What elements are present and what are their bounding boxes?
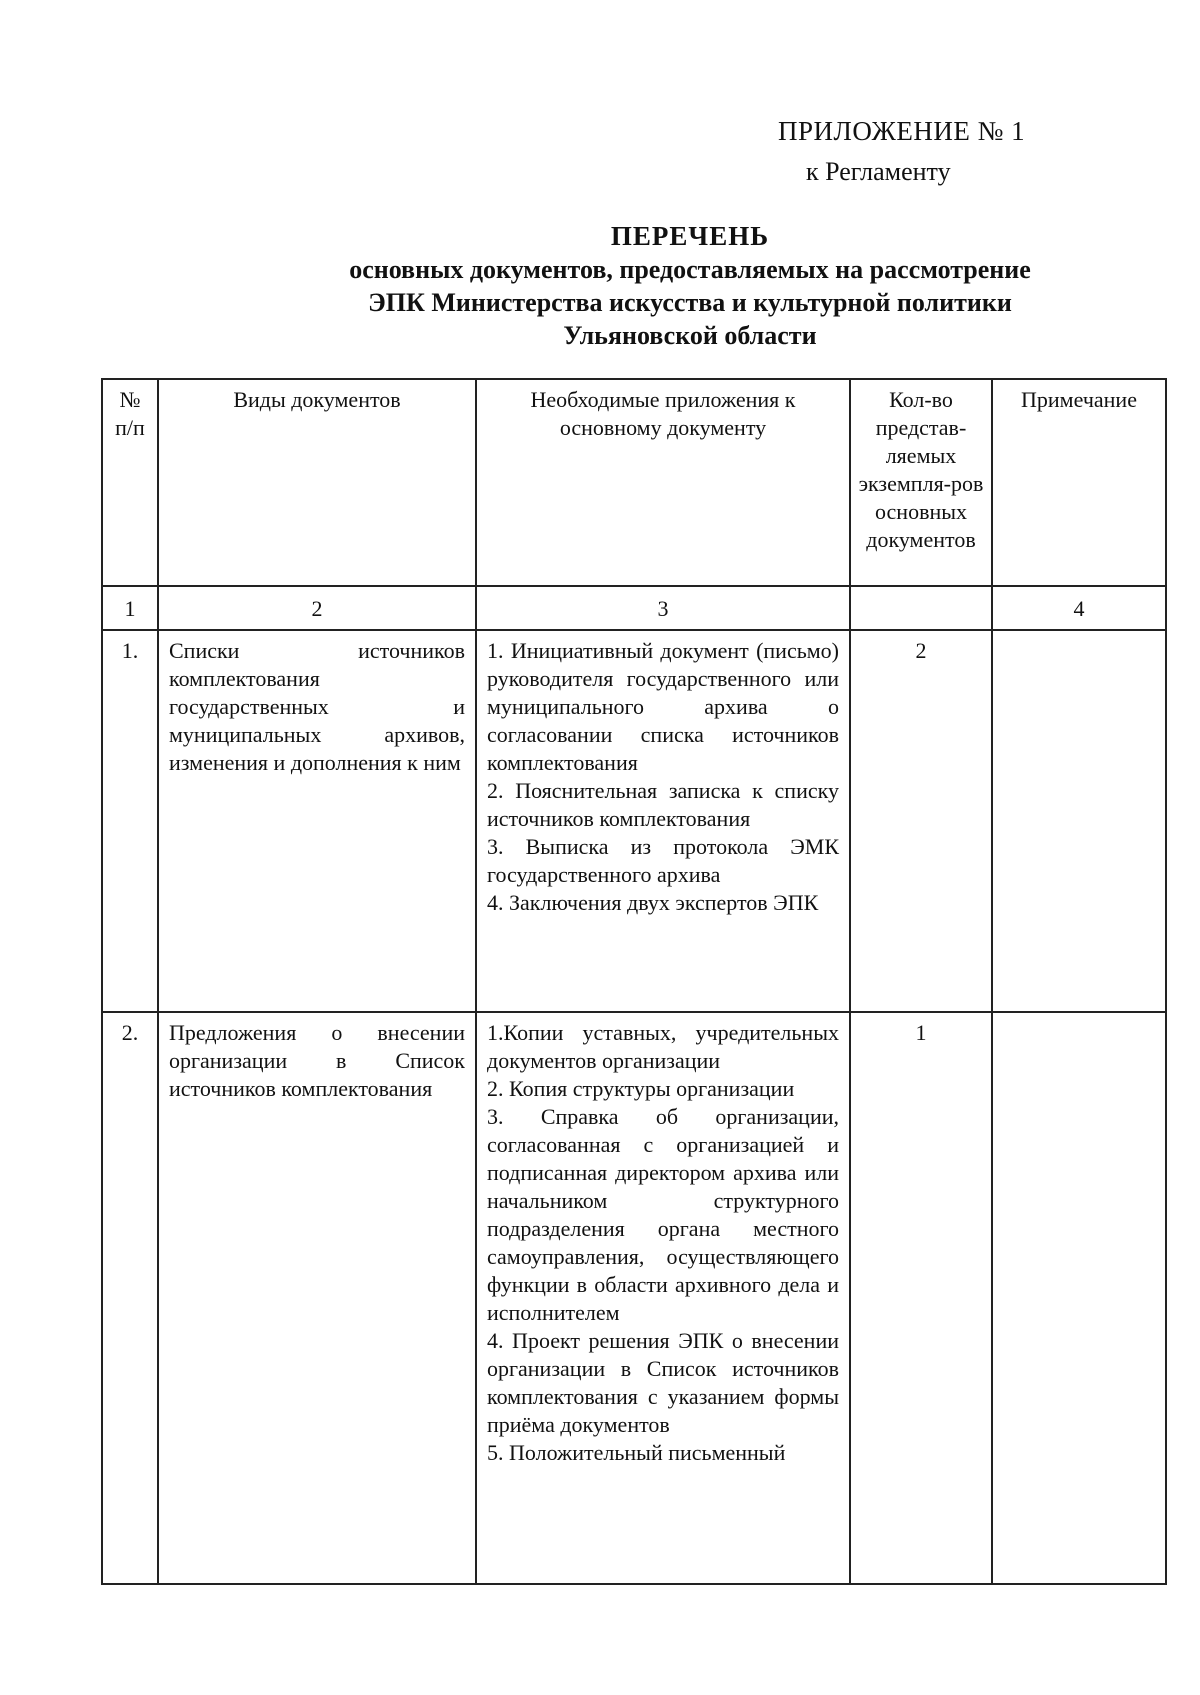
row-count: 2 <box>850 630 992 1012</box>
attachment-item: 4. Заключения двух экспертов ЭПК <box>487 890 819 915</box>
header-types: Виды документов <box>158 379 476 586</box>
column-number: 4 <box>992 586 1166 630</box>
appendix-subtitle: к Регламенту <box>806 157 951 186</box>
document-heading <box>290 220 1090 352</box>
attachment-item: 5. Положительный письменный <box>487 1440 786 1465</box>
attachment-item: 1.Копии уставных, учредительных документов организации <box>487 1020 839 1073</box>
row-note <box>992 630 1166 1012</box>
row-num: 2. <box>102 1012 158 1584</box>
table-row <box>102 1012 1166 1584</box>
column-number: 1 <box>102 586 158 630</box>
heading-line-2: ЭПК Министерства искусства и культурной политики <box>368 288 1012 317</box>
column-number <box>850 586 992 630</box>
column-number: 3 <box>476 586 850 630</box>
appendix-title: ПРИЛОЖЕНИЕ № 1 <box>778 116 1026 146</box>
row-count: 1 <box>850 1012 992 1584</box>
attachment-item: 3. Справка об организации, согласованная с организацией и подписанная директором архива или начальником структурного подразделения органа местного самоуправления, осуществляющего функции в области архивного дела и исполнителем <box>487 1104 839 1325</box>
documents-table <box>101 378 1167 1585</box>
header-num: № п/п <box>102 379 158 586</box>
attachment-item: 2. Пояснительная записка к списку источников комплектования <box>487 778 839 831</box>
column-numbers-row <box>102 586 1166 630</box>
attachment-item: 2. Копия структуры организации <box>487 1076 795 1101</box>
row-attachments <box>476 630 850 1012</box>
table-row <box>102 630 1166 1012</box>
header-attachments: Необходимые приложения к основному документу <box>476 379 850 586</box>
attachment-item: 3. Выписка из протокола ЭМК государственного архива <box>487 834 839 887</box>
row-type: Списки источников комплектования государственных и муниципальных архивов, изменения и дополнения к ним <box>158 630 476 1012</box>
row-type: Предложения о внесении организации в Список источников комплектования <box>158 1012 476 1584</box>
row-note <box>992 1012 1166 1584</box>
heading-line-1: основных документов, предоставляемых на рассмотрение <box>349 255 1031 284</box>
row-num: 1. <box>102 630 158 1012</box>
attachment-item: 1. Инициативный документ (письмо) руководителя государственного или муниципального архива о согласовании списка источников комплектования <box>487 638 839 775</box>
table-header-row <box>102 379 1166 586</box>
heading-line-3: Ульяновской области <box>563 321 817 350</box>
header-count: Кол-во представ-ляемых экземпля-ров основных документов <box>850 379 992 586</box>
header-notes: Примечание <box>992 379 1166 586</box>
row-attachments <box>476 1012 850 1584</box>
heading-main: ПЕРЕЧЕНЬ <box>610 221 770 251</box>
attachment-item: 4. Проект решения ЭПК о внесении организации в Список источников комплектования с указанием формы приёма документов <box>487 1328 839 1437</box>
column-number: 2 <box>158 586 476 630</box>
